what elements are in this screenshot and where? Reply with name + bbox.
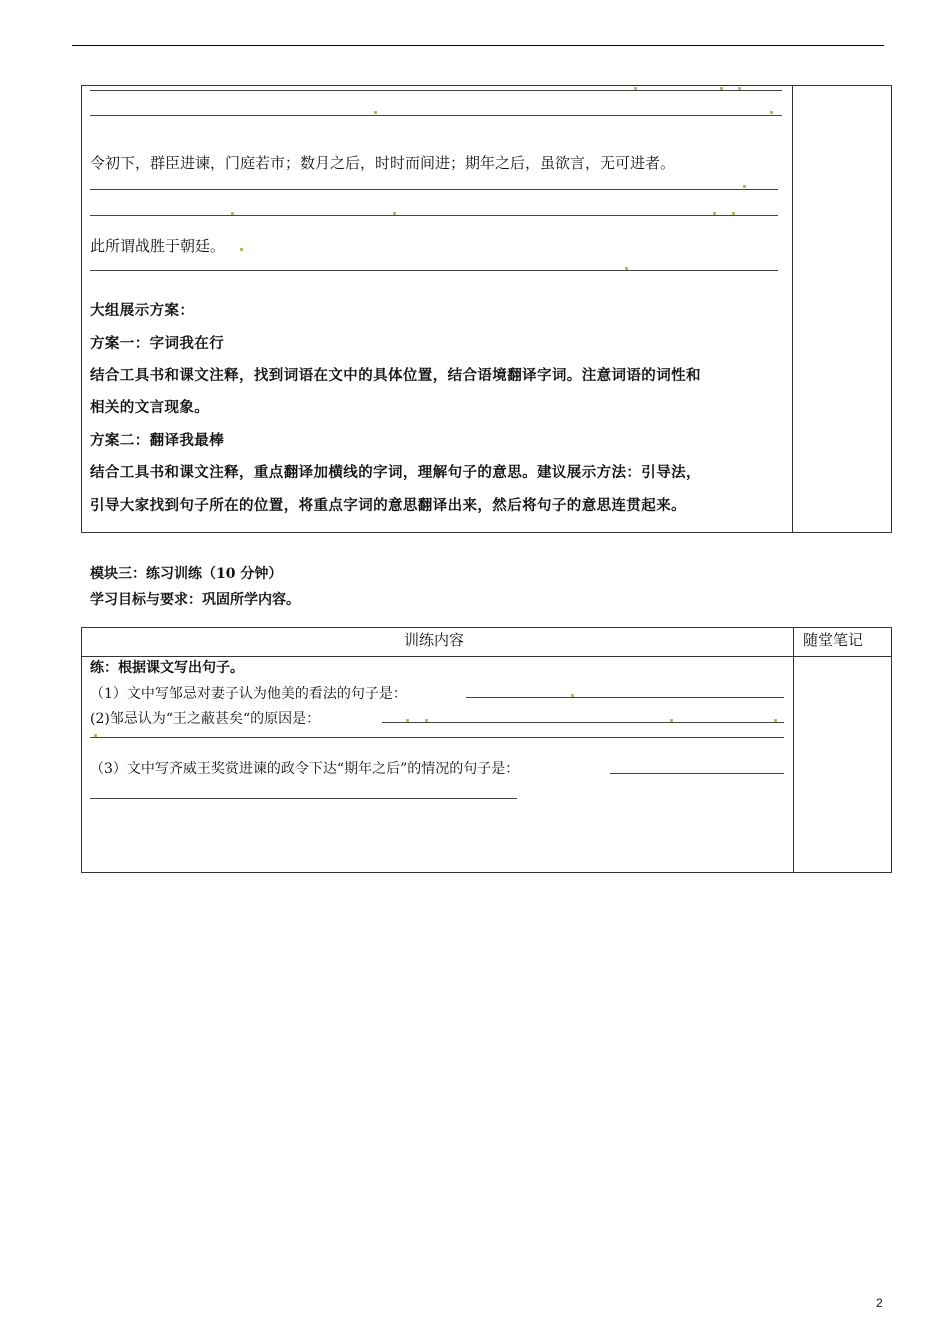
practice-instruction: 练：根据课文写出句子。 [90,660,244,676]
marker-dot [374,111,377,114]
answer-line[interactable] [90,115,782,116]
answer-line-q3[interactable] [610,773,784,774]
module3-goal: 学习目标与要求：巩固所学内容。 [90,592,300,608]
question-2: (2)邹忌认为“王之蔽甚矣“的原因是： [90,711,321,727]
marker-dot [732,212,735,215]
answer-line[interactable] [90,270,778,271]
answer-line-q1[interactable] [466,697,784,698]
marker-dot [738,87,741,90]
notes-column-divider [792,85,793,533]
plan1-body: 相关的文言现象。 [90,400,210,416]
answer-line-q2-cont[interactable] [90,737,784,738]
plan1-body: 结合工具书和课文注释，找到词语在文中的具体位置，结合语境翻译字词。注意词语的词性和 [90,368,701,384]
marker-dot [406,719,409,722]
marker-dot [571,694,574,697]
question-3: （3）文中写齐威王奖赏进谏的政令下达“期年之后”的情况的句子是： [90,761,520,777]
marker-dot [240,248,243,251]
answer-line-q2[interactable] [382,722,784,723]
plan2-body: 引导大家找到句子所在的位置，将重点字词的意思翻译出来，然后将句子的意思连贯起来。 [90,498,686,514]
marker-dot [625,267,628,270]
marker-dot [634,87,637,90]
marker-dot [94,734,97,737]
marker-dot [670,719,673,722]
marker-dot [743,185,746,188]
column-header-notes: 随堂笔记 [803,631,864,649]
notes-column-divider [793,627,794,873]
header-row-divider [81,656,892,657]
plan1-title: 方案一：字词我在行 [90,336,225,352]
question-1: （1）文中写邹忌对妻子认为他美的看法的句子是： [90,686,407,702]
marker-dot [231,212,234,215]
column-header-content: 训练内容 [404,631,465,649]
source-sentence: 令初下，群臣进谏，门庭若市；数月之后，时时而间进；期年之后，虽欲言，无可进者。 [90,154,676,172]
marker-dot [720,87,723,90]
answer-line-q3-cont[interactable] [90,798,517,799]
marker-dot [774,719,777,722]
marker-dot [425,719,428,722]
module3-title: 模块三：练习训练（10 分钟） [90,566,283,582]
plan2-title: 方案二：翻译我最棒 [90,433,225,449]
header-rule [72,45,884,46]
marker-dot [393,212,396,215]
answer-line[interactable] [90,90,782,91]
plan2-body: 结合工具书和课文注释，重点翻译加横线的字词，理解句子的意思。建议展示方法：引导法， [90,465,701,481]
plans-heading: 大组展示方案： [90,303,195,319]
answer-line[interactable] [90,189,778,190]
source-sentence: 此所谓战胜于朝廷。 [90,237,226,255]
marker-dot [770,111,773,114]
marker-dot [713,212,716,215]
answer-line[interactable] [90,215,778,216]
page-number: 2 [876,1296,883,1310]
